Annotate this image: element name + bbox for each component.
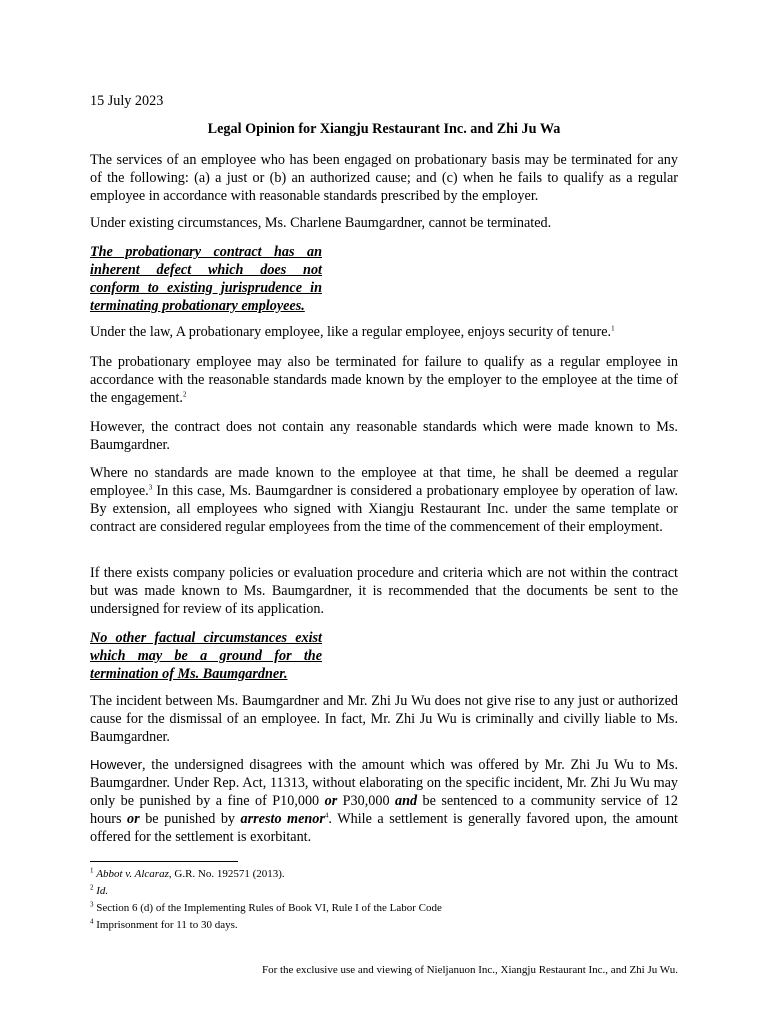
case-name: Abbot v. Alcaraz — [96, 868, 169, 880]
emphasis-word: However — [90, 757, 143, 772]
footnote-text: Imprisonment for 11 to 30 days. — [96, 919, 238, 931]
footnote-ref: 2 — [182, 390, 187, 399]
paragraph-deemed-regular — [90, 464, 678, 536]
footnote-ref: 1 — [611, 324, 615, 333]
paragraph-text: . While a settlement is generally favored upon, the amount offered for the settlement is exorbitant. — [90, 811, 678, 845]
document-date: 15 July 2023 — [90, 93, 164, 109]
paragraph-termination-grounds — [90, 151, 678, 205]
paragraph-text: , the undersigned disagrees with the amount which was offered by Mr. Zhi Ju Wu to Ms. Baumgardner. Under Rep. Act, 11313, without elaborating on the specific incident, Mr. Zhi Ju Wu may only be punished by a fine of P10,000 — [90, 757, 678, 809]
paragraph-cannot-be-terminated — [90, 214, 678, 232]
paragraph-text: Where no standards are made known to the employee at that time, he shall be deemed a regular employee. — [90, 465, 678, 499]
paragraph-settlement-amount — [90, 756, 678, 846]
section-heading-no-other-grounds: No other factual circumstances exist which may be a ground for the termination of Ms. Baumgardner. — [90, 630, 322, 682]
emphasis-word: arresto menor — [240, 811, 325, 827]
footnote-4 — [90, 917, 678, 934]
footnote-1 — [90, 866, 678, 883]
emphasis-word: were — [523, 419, 552, 434]
emphasis-word: or — [127, 811, 140, 827]
paragraph-text: The incident between Ms. Baumgardner and Mr. Zhi Ju Wu does not give rise to any just or authorized cause for the dismissal of an employee. In fact, Mr. Zhi Ju Wu is criminally and civilly liable to Ms. Baumgardner. — [90, 693, 678, 745]
paragraph-text: If there exists company policies or evaluation procedure and criteria which are not within the contract but — [90, 565, 678, 599]
paragraph-no-standards — [90, 418, 678, 454]
page-footer: For the exclusive use and viewing of Nieljanuon Inc., Xiangju Restaurant Inc., and Zhi Ju Wu. — [261, 964, 678, 976]
paragraph-text: P30,000 — [337, 793, 395, 809]
paragraph-text: be sentenced to a community service of 12 hours — [90, 793, 679, 827]
section-heading-contract-defect: The probationary contract has an inherent defect which does not conform to existing jurisprudence in terminating probationary employees. — [90, 244, 322, 314]
footnote-number: 3 — [90, 900, 94, 909]
footnotes — [90, 866, 678, 934]
footnote-number: 1 — [90, 866, 94, 875]
paragraph-text: The services of an employee who has been engaged on probationary basis may be terminated for any of the following: (a) a just or (b) an authorized cause; and (c) when he fails to qualify as a regular employee in accordance with reasonable standards prescribed by the employer. — [90, 152, 678, 204]
document-title: Legal Opinion for Xiangju Restaurant Inc. and Zhi Ju Wa — [207, 121, 561, 137]
footnote-number: 4 — [90, 917, 94, 926]
paragraph-text: In this case, Ms. Baumgardner is considered a probationary employee by operation of law. By extension, all employees who signed with Xiangju Restaurant Inc. under the same template or contract are considered regular employees from the time of the commencement of their employment. — [90, 483, 678, 535]
footnote-3 — [90, 900, 678, 917]
footnote-divider — [90, 861, 238, 862]
paragraph-text: Under the law, A probationary employee, like a regular employee, enjoys security of tenure. — [90, 324, 612, 340]
paragraph-text: made known to Ms. Baumgardner, it is recommended that the documents be sent to the undersigned for review of its application. — [90, 583, 678, 617]
emphasis-word: or — [324, 793, 338, 809]
footnote-ref: 3 — [148, 483, 153, 492]
paragraph-text: However, the contract does not contain any reasonable standards which — [90, 419, 524, 435]
footnote-2 — [90, 883, 678, 900]
paragraph-text: be punished by — [139, 811, 241, 827]
paragraph-failure-to-qualify — [90, 353, 678, 407]
footnote-text: Id. — [96, 885, 109, 897]
emphasis-word: was — [114, 583, 138, 598]
paragraph-incident — [90, 692, 678, 746]
paragraph-text: made known to Ms. Baumgardner. — [90, 419, 678, 453]
emphasis-word: and — [395, 793, 418, 809]
paragraph-security-of-tenure — [90, 323, 678, 341]
footnote-number: 2 — [90, 883, 94, 892]
footnote-text: , G.R. No. 192571 (2013). — [168, 868, 285, 880]
paragraph-text: The probationary employee may also be terminated for failure to qualify as a regular employee in accordance with the reasonable standards made known by the employer to the employee at the time of the engagement. — [90, 354, 678, 406]
paragraph-company-policies — [90, 564, 678, 618]
footnote-ref: 4 — [324, 811, 329, 820]
footnote-text: Section 6 (d) of the Implementing Rules of Book VI, Rule I of the Labor Code — [96, 902, 442, 914]
paragraph-text: Under existing circumstances, Ms. Charlene Baumgardner, cannot be terminated. — [90, 215, 552, 231]
